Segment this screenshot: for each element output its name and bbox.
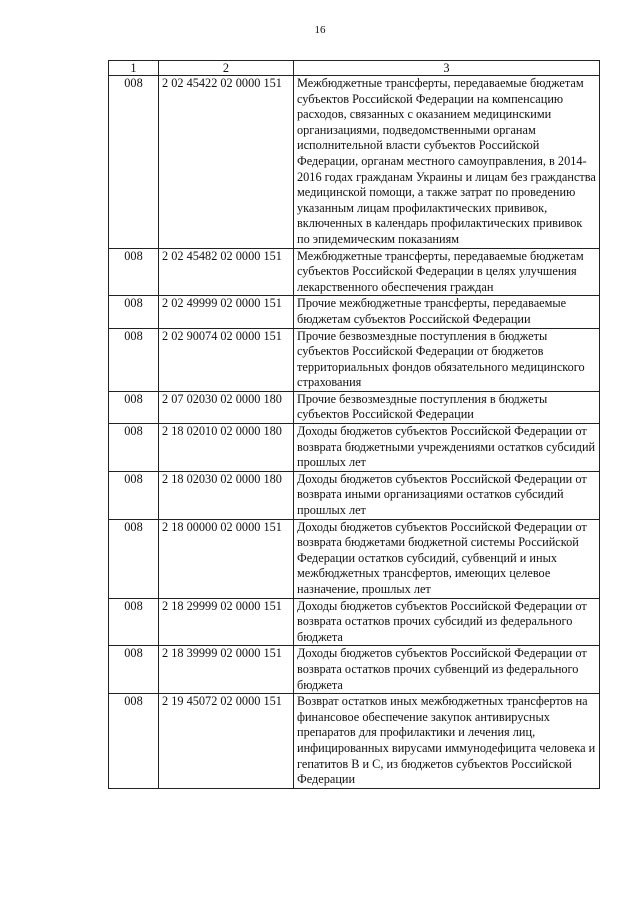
table-row: [109, 471, 600, 519]
admin-code-cell: 008: [109, 519, 159, 598]
revenue-name-cell: Межбюджетные трансферты, передаваемые бюджетам субъектов Российской Федерации на компенсацию расходов, связанных с оказанием медицинскими организациями, подведомственными органам исполнительной власти субъектов Российской Федерации, органам местного самоуправления, в 2014-2016 годах гражданам Украины и лицам без гражданства медицинской помощи, а также затрат по проведению указанным лицам профилактических прививок, включенных в календарь профилактических прививок по эпидемическим показаниям: [294, 76, 600, 249]
budget-code-cell: 2 18 39999 02 0000 151: [159, 646, 294, 694]
budget-classification-table: [108, 60, 600, 789]
column-header-1: 1: [109, 61, 159, 76]
revenue-name-cell: Прочие межбюджетные трансферты, передаваемые бюджетам субъектов Российской Федерации: [294, 296, 600, 328]
admin-code-cell: 008: [109, 328, 159, 391]
table-row: [109, 646, 600, 694]
admin-code-cell: 008: [109, 248, 159, 296]
admin-code-cell: 008: [109, 76, 159, 249]
admin-code-cell: 008: [109, 471, 159, 519]
budget-code-cell: 2 07 02030 02 0000 180: [159, 391, 294, 423]
admin-code-cell: 008: [109, 424, 159, 472]
revenue-name-cell: Доходы бюджетов субъектов Российской Федерации от возврата иными организациями остатков субсидий прошлых лет: [294, 471, 600, 519]
budget-code-cell: 2 18 02010 02 0000 180: [159, 424, 294, 472]
budget-code-cell: 2 19 45072 02 0000 151: [159, 694, 294, 789]
revenue-name-cell: Прочие безвозмездные поступления в бюджеты субъектов Российской Федерации от бюджетов территориальных фондов обязательного медицинского страхования: [294, 328, 600, 391]
revenue-name-cell: Возврат остатков иных межбюджетных трансфертов на финансовое обеспечение закупок антивирусных препаратов для профилактики и лечения лиц, инфицированных вирусами иммунодефицита человека и гепатитов В и С, из бюджетов субъектов Российской Федерации: [294, 694, 600, 789]
table-row: [109, 391, 600, 423]
admin-code-cell: 008: [109, 646, 159, 694]
table-row: [109, 248, 600, 296]
revenue-name-cell: Доходы бюджетов субъектов Российской Федерации от возврата остатков прочих субсидий из федерального бюджета: [294, 598, 600, 646]
admin-code-cell: 008: [109, 598, 159, 646]
budget-code-cell: 2 18 02030 02 0000 180: [159, 471, 294, 519]
column-header-3: 3: [294, 61, 600, 76]
table-row: [109, 328, 600, 391]
page-number: 16: [314, 24, 326, 36]
table-row: [109, 519, 600, 598]
budget-code-cell: 2 02 90074 02 0000 151: [159, 328, 294, 391]
revenue-name-cell: Прочие безвозмездные поступления в бюджеты субъектов Российской Федерации: [294, 391, 600, 423]
admin-code-cell: 008: [109, 694, 159, 789]
table-row: [109, 424, 600, 472]
budget-code-cell: 2 02 45422 02 0000 151: [159, 76, 294, 249]
budget-code-cell: 2 18 29999 02 0000 151: [159, 598, 294, 646]
table-row: [109, 296, 600, 328]
revenue-name-cell: Доходы бюджетов субъектов Российской Федерации от возврата остатков прочих субвенций из федерального бюджета: [294, 646, 600, 694]
budget-code-cell: 2 02 45482 02 0000 151: [159, 248, 294, 296]
revenue-name-cell: Межбюджетные трансферты, передаваемые бюджетам субъектов Российской Федерации в целях улучшения лекарственного обеспечения граждан: [294, 248, 600, 296]
revenue-name-cell: Доходы бюджетов субъектов Российской Федерации от возврата бюджетами бюджетной системы Российской Федерации остатков субсидий, субвенций и иных межбюджетных трансфертов, имеющих целевое назначение, прошлых лет: [294, 519, 600, 598]
admin-code-cell: 008: [109, 391, 159, 423]
admin-code-cell: 008: [109, 296, 159, 328]
table-header-row: [109, 61, 600, 76]
budget-code-cell: 2 02 49999 02 0000 151: [159, 296, 294, 328]
column-header-2: 2: [159, 61, 294, 76]
table-row: [109, 598, 600, 646]
table-row: [109, 694, 600, 789]
budget-code-cell: 2 18 00000 02 0000 151: [159, 519, 294, 598]
table-row: [109, 76, 600, 249]
revenue-name-cell: Доходы бюджетов субъектов Российской Федерации от возврата бюджетными учреждениями остатков субсидий прошлых лет: [294, 424, 600, 472]
